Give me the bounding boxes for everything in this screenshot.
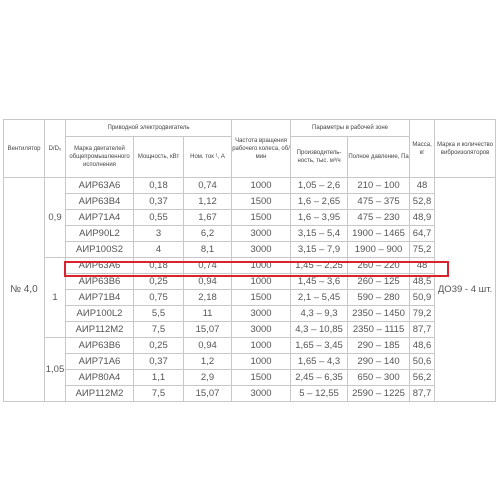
table-body [4, 178, 496, 402]
table-row [4, 194, 496, 210]
mass-cell: 48 [410, 258, 435, 274]
header-current: Ном. ток ¹, А [184, 137, 232, 178]
mass-cell: 52,8 [410, 194, 435, 210]
pressure-cell: 290 – 140 [348, 354, 410, 370]
header-power: Мощность, кВт [134, 137, 184, 178]
power-cell: 7,5 [134, 386, 184, 402]
power-cell: 0,18 [134, 178, 184, 194]
capacity-cell: 4,3 – 9,3 [291, 306, 348, 322]
header-params: Параметры в рабочей зоне [291, 120, 410, 137]
header-fan: Вентилятор [4, 120, 45, 178]
vibro-isolator-cell: ДО39 - 4 шт. [435, 178, 496, 402]
motor-cell: АИР100S2 [66, 242, 134, 258]
power-cell: 0,18 [134, 258, 184, 274]
capacity-cell: 1,6 – 2,65 [291, 194, 348, 210]
speed-cell: 1000 [232, 178, 291, 194]
capacity-cell: 3,15 – 7,9 [291, 242, 348, 258]
current-cell: 0,74 [184, 178, 232, 194]
pressure-cell: 475 – 230 [348, 210, 410, 226]
pressure-cell: 2350 – 1115 [348, 322, 410, 338]
power-cell: 0,25 [134, 338, 184, 354]
table-row [4, 322, 496, 338]
speed-cell: 1000 [232, 258, 291, 274]
header-motor-brand: Марка двигателей общепромышленного исполнения [66, 137, 134, 178]
current-cell: 1,2 [184, 354, 232, 370]
mass-cell: 48 [410, 178, 435, 194]
ratio-cell: 0,9 [45, 178, 66, 258]
pressure-cell: 260 – 220 [348, 258, 410, 274]
capacity-cell: 3,15 – 5,4 [291, 226, 348, 242]
motor-cell: АИР90L2 [66, 226, 134, 242]
current-cell: 1,12 [184, 194, 232, 210]
speed-cell: 1500 [232, 194, 291, 210]
motor-cell: АИР71А6 [66, 354, 134, 370]
capacity-cell: 1,65 – 4,3 [291, 354, 348, 370]
motor-cell: АИР63А6 [66, 178, 134, 194]
table-row [4, 226, 496, 242]
header-pressure: Полное давление, Па [348, 137, 410, 178]
table-row [4, 210, 496, 226]
mass-cell: 79,2 [410, 306, 435, 322]
pressure-cell: 475 – 375 [348, 194, 410, 210]
table-row [4, 306, 496, 322]
current-cell: 2,18 [184, 290, 232, 306]
header-ratio: D/D₀ [45, 120, 66, 178]
mass-cell: 50,9 [410, 290, 435, 306]
mass-cell: 75,2 [410, 242, 435, 258]
power-cell: 4 [134, 242, 184, 258]
motor-cell: АИР100L2 [66, 306, 134, 322]
mass-cell: 48,5 [410, 274, 435, 290]
ratio-cell: 1,05 [45, 338, 66, 402]
pressure-cell: 650 – 300 [348, 370, 410, 386]
power-cell: 1,1 [134, 370, 184, 386]
mass-cell: 87,7 [410, 322, 435, 338]
mass-cell: 48,6 [410, 338, 435, 354]
capacity-cell: 2,1 – 5,45 [291, 290, 348, 306]
speed-cell: 1000 [232, 274, 291, 290]
ratio-cell: 1 [45, 258, 66, 338]
power-cell: 0,25 [134, 274, 184, 290]
motor-cell: АИР71А4 [66, 210, 134, 226]
power-cell: 5,5 [134, 306, 184, 322]
table-row [4, 386, 496, 402]
current-cell: 15,07 [184, 386, 232, 402]
pressure-cell: 1900 – 900 [348, 242, 410, 258]
current-cell: 0,74 [184, 258, 232, 274]
pressure-cell: 2590 – 1225 [348, 386, 410, 402]
motor-cell: АИР71В4 [66, 290, 134, 306]
capacity-cell: 1,45 – 2,25 [291, 258, 348, 274]
table-row [4, 290, 496, 306]
header-vibro: Марка и количество виброизоляторов [435, 120, 496, 178]
power-cell: 0,37 [134, 354, 184, 370]
current-cell: 15,07 [184, 322, 232, 338]
fan-spec-table [3, 119, 496, 402]
header-speed: Частота вращения рабочего колеса, об/мин [232, 120, 291, 178]
mass-cell: 56,2 [410, 370, 435, 386]
pressure-cell: 1900 – 1465 [348, 226, 410, 242]
motor-cell: АИР112М2 [66, 322, 134, 338]
mass-cell: 48,9 [410, 210, 435, 226]
mass-cell: 87,7 [410, 386, 435, 402]
motor-cell: АИР80А4 [66, 370, 134, 386]
capacity-cell: 5 – 12,55 [291, 386, 348, 402]
current-cell: 1,67 [184, 210, 232, 226]
mass-cell: 50,6 [410, 354, 435, 370]
motor-cell: АИР112М2 [66, 386, 134, 402]
power-cell: 7,5 [134, 322, 184, 338]
pressure-cell: 290 – 185 [348, 338, 410, 354]
current-cell: 11 [184, 306, 232, 322]
table-header [4, 120, 496, 178]
header-mass: Масса, кг [410, 120, 435, 178]
pressure-cell: 2350 – 1450 [348, 306, 410, 322]
current-cell: 8,1 [184, 242, 232, 258]
pressure-cell: 260 – 125 [348, 274, 410, 290]
current-cell: 2,9 [184, 370, 232, 386]
power-cell: 0,75 [134, 290, 184, 306]
motor-cell: АИР63В4 [66, 194, 134, 210]
speed-cell: 3000 [232, 306, 291, 322]
pressure-cell: 210 – 100 [348, 178, 410, 194]
table-row [4, 370, 496, 386]
power-cell: 3 [134, 226, 184, 242]
current-cell: 0,94 [184, 338, 232, 354]
speed-cell: 1000 [232, 338, 291, 354]
motor-cell: АИР63В6 [66, 338, 134, 354]
capacity-cell: 1,65 – 3,45 [291, 338, 348, 354]
capacity-cell: 1,45 – 3,6 [291, 274, 348, 290]
table-row-highlighted [4, 274, 496, 290]
capacity-cell: 1,6 – 3,95 [291, 210, 348, 226]
motor-cell: АИР63А6 [66, 258, 134, 274]
table-row [4, 338, 496, 354]
table-row [4, 242, 496, 258]
capacity-cell: 4,3 – 10,85 [291, 322, 348, 338]
current-cell: 0,94 [184, 274, 232, 290]
motor-cell: АИР63В6 [66, 274, 134, 290]
capacity-cell: 1,05 – 2,6 [291, 178, 348, 194]
fan-model-cell: № 4,0 [4, 178, 45, 402]
power-cell: 0,37 [134, 194, 184, 210]
header-drive: Приводной электродвигатель [66, 120, 232, 137]
speed-cell: 3000 [232, 386, 291, 402]
table-row [4, 258, 496, 274]
mass-cell: 64,7 [410, 226, 435, 242]
speed-cell: 1500 [232, 370, 291, 386]
speed-cell: 1000 [232, 354, 291, 370]
pressure-cell: 590 – 280 [348, 290, 410, 306]
speed-cell: 1500 [232, 210, 291, 226]
speed-cell: 1500 [232, 290, 291, 306]
speed-cell: 3000 [232, 226, 291, 242]
speed-cell: 3000 [232, 242, 291, 258]
table-row [4, 354, 496, 370]
capacity-cell: 2,45 – 6,35 [291, 370, 348, 386]
table-row [4, 178, 496, 194]
power-cell: 0,55 [134, 210, 184, 226]
speed-cell: 3000 [232, 322, 291, 338]
current-cell: 6,2 [184, 226, 232, 242]
header-capacity: Производитель-ность, тыс. м³/ч [291, 137, 348, 178]
